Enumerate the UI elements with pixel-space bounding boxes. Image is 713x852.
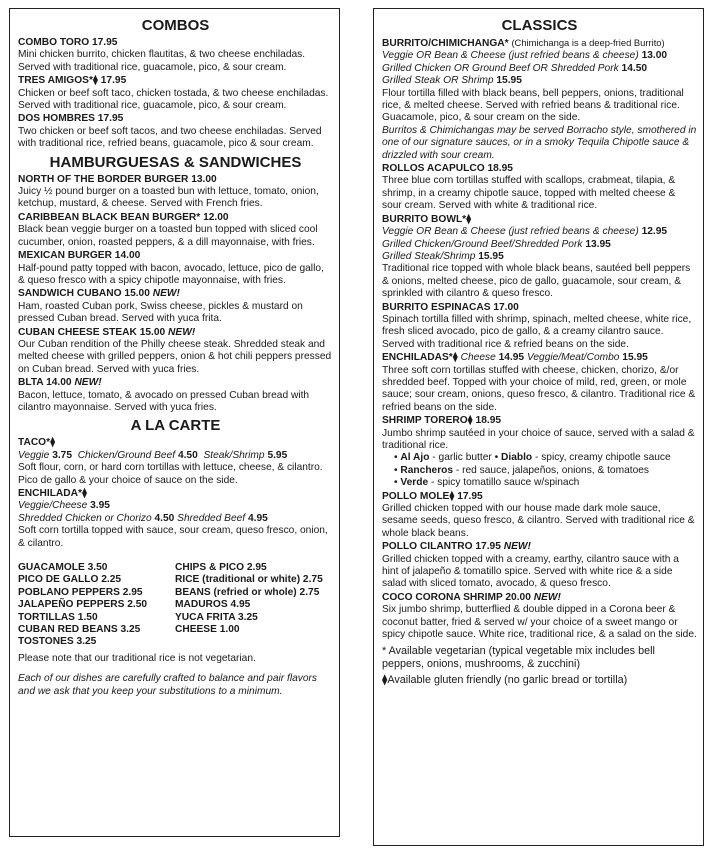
item-name-text: POLLO CILANTRO 17.95 [382,541,501,553]
combos-heading: COMBOS [141,17,210,34]
item-name: DOS HOMBRES 17.95 [18,113,124,125]
option-price: 15.95 [478,250,504,262]
option-label: Veggie OR Bean & Cheese (just refried beans & cheese) [382,226,639,238]
legend-vegetarian: * Available vegetarian (typical vegetable mix includes bell peppers, onions, mushrooms, & zucchini) [382,644,655,670]
sides-list [18,562,333,649]
option-label: Veggie/Cheese [18,500,88,512]
option-label: Veggie/Meat/Combo [526,352,620,364]
menu-item-coco-corona-shrimp [382,592,697,642]
option-label: Grilled Chicken OR Ground Beef OR Shredded Pork [382,62,619,74]
option-price: 3.95 [90,500,110,512]
side-item: MADUROS 4.95 [175,599,251,611]
item-name-text: CUBAN CHEESE STEAK 15.00 [18,326,166,338]
option-line [382,226,697,238]
side-item: BEANS (refried or whole) 2.75 [175,586,320,598]
item-name-text: BURRITO/CHIMICHANGA* [382,38,509,49]
item-description: Spinach tortilla filled with shrimp, spinach, melted cheese, white rice, fresh sliced avocado, pico de gallo, & a creamy cilantro sauce. Served with traditional rice & refried beans on the side. [382,313,692,350]
option-price: 4.95 [248,512,268,524]
item-name: POLLO MOLE⧫ 17.95 [382,490,483,502]
enchilada-option-1 [18,500,333,512]
item-description: Ham, roasted Cuban pork, Swiss cheese, pickles & mustard on pressed Cuban bread. Served with yuca frita. [18,300,303,325]
option-line [382,75,697,87]
option-line [382,63,697,75]
side-item: PICO DE GALLO 2.25 [18,574,122,586]
option-price: 3.75 [52,449,73,461]
item-description: Three blue corn tortillas stuffed with scallops, crabmeat, tilapia, & shrimp, in a creamy chipotle sauce, topped with melted cheese & sour cream. Served with white & traditional rice. [382,175,676,212]
item-description: Soft corn tortilla topped with sauce, sour cream, queso fresco, onion, & cilantro. [18,525,328,549]
sauce-name: Rancheros [400,464,454,476]
option-line [382,251,697,263]
sauce-name: Al Ajo [400,452,430,464]
new-badge: NEW! [74,377,102,389]
substitution-note: Each of our dishes are carefully crafted to balance and pair flavors and we ask that you keep your substitutions to a minimum. [18,673,317,697]
menu-item-combo-toro [18,37,333,74]
item-description: Grilled chicken topped with a creamy, earthy, cilantro sauce with a hint of jalapeño & tomatillo spice. Served with white rice & a side salad with sliced tomato, avocado, & queso fresco. [382,553,679,590]
option-line [382,239,697,251]
menu-item-blta [18,377,333,414]
sauce-name: Verde [400,477,429,489]
item-name: ENCHILADAS*⧫ [382,352,458,364]
side-item: CHIPS & PICO 2.95 [175,562,267,574]
menu-item-enchilada [18,488,333,550]
item-name: COMBO TORO 17.95 [18,37,118,48]
hamburguesas-heading: HAMBURGUESAS & SANDWICHES [49,153,302,171]
enchilada-option-2 [18,513,333,525]
item-name-line [382,352,697,364]
item-name-text: SANDWICH CUBANO 15.00 [18,288,150,300]
menu-item-tres-amigos [18,75,333,112]
side-item: RICE (traditional or white) 2.75 [175,574,323,586]
side-item: TOSTONES 3.25 [18,636,97,648]
classics-heading: CLASSICS [501,17,578,34]
option-price: 4.50 [177,449,198,461]
side-item: TORTILLAS 1.50 [18,611,98,623]
legend-gluten-friendly: ⧫Available gluten friendly (no garlic bread or tortilla) [382,673,628,686]
sauce-name: Diablo [501,452,533,464]
item-description: Soft flour, corn, or hard corn tortillas with lettuce, cheese, & cilantro. Pico de gallo & your choice of sauce on the side. [18,462,323,486]
item-description: Three soft corn tortillas stuffed with cheese, chicken, chorizo, &/or shredded beef. Topped with your choice of mild, red, green, or mole sauce; sour cream, onions, queso fresco, & cilantro. Traditional rice & refried beans on the side. [382,364,696,413]
option-price: 13.00 [641,50,668,62]
item-name: BURRITO BOWL*⧫ [382,213,472,225]
menu-item-pollo-cilantro [382,541,697,591]
menu-item-pollo-mole [382,491,697,541]
menu-item-north-border-burger [18,174,333,211]
right-menu-column [373,8,704,846]
sauce-option-row: • Rancheros - red sauce, jalapeños, onions, & tomatoes [394,464,650,476]
option-price: 15.95 [496,75,522,87]
item-description: Grilled chicken topped with our house made dark mole sauce, sesame seeds, queso fresco, & cilantro. Served with traditional rice & whole black beans. [382,503,695,539]
item-name: CARIBBEAN BLACK BEAN BURGER* 12.00 [18,211,229,223]
item-description: Two chicken or beef soft tacos, and two cheese enchiladas. Served with traditional rice, refried beans, guacamole, pico & sour cream. [18,125,322,150]
item-name: MEXICAN BURGER 14.00 [18,250,141,262]
side-item [175,636,333,648]
option-label: Veggie [18,449,50,461]
menu-item-sandwich-cubano [18,288,333,325]
menu-item-taco [18,437,333,487]
menu-item-rollos-acapulco [382,163,697,213]
option-line [382,50,697,62]
option-label: Grilled Chicken/Ground Beef/Shredded Pork [382,238,583,250]
sauce-option-row: • Verde - spicy tomatillo sauce w/spinach [394,477,580,489]
item-name: TACO*⧫ [18,437,56,449]
item-name: NORTH OF THE BORDER BURGER 13.00 [18,173,217,185]
item-name [382,37,697,50]
rice-note: Please note that our traditional rice is not vegetarian. [18,652,256,664]
item-description: Chicken or beef soft taco, chicken tostada, & two cheese enchiladas. Served with traditional rice, guacamole, pico, & sour cream. [18,87,329,112]
item-name-text: COCO CORONA SHRIMP 20.00 [382,591,531,603]
menu-item-mexican-burger [18,250,333,287]
new-badge: NEW! [152,288,180,300]
sauce-desc: - red sauce, jalapeños, onions, & tomatoes [453,464,650,476]
item-name [382,592,697,604]
option-label: Grilled Steak/Shrimp [382,250,476,262]
side-item: GUACAMOLE 3.50 [18,562,108,574]
item-name [18,377,333,389]
menu-item-burrito-chimichanga [382,37,697,162]
menu-item-caribbean-burger [18,212,333,249]
menu-item-enchiladas [382,352,697,414]
sauce-option-row: • Al Ajo - garlic butter • Diablo - spicy, creamy chipotle sauce [394,452,671,464]
item-name [18,327,333,339]
item-name: ROLLOS ACAPULCO 18.95 [382,163,513,175]
alacarte-heading: A LA CARTE [130,417,221,435]
item-name: TRES AMIGOS*⧫ 17.95 [18,75,127,87]
sauce-desc: - garlic butter [429,452,495,464]
side-item: CUBAN RED BEANS 3.25 [18,624,141,636]
menu-item-cuban-cheese-steak [18,327,333,377]
item-name-text: BLTA 14.00 [18,377,72,389]
menu-item-dos-hombres [18,113,333,150]
item-name: BURRITO ESPINACAS 17.00 [382,301,519,313]
item-description: Juicy ½ pound burger on a toasted bun with lettuce, tomato, onion, ketchup, mustard, & cheese. Served with French fries. [18,186,319,210]
item-description: Mini chicken burrito, chicken flautitas, & two cheese enchiladas. Served with traditional rice, guacamole, pico, & sour cream. [18,49,306,73]
item-description: Six jumbo shrimp, butterflied & double dipped in a Corona beer & coconut batter, fried & served w/ your choice of a sweet mango or spicy chipotle sauce. White rice, traditional rice, & a salad on the side. [382,604,697,641]
left-menu-column [9,8,340,837]
option-price: 14.50 [621,62,648,74]
item-name: ENCHILADA*⧫ [18,488,87,499]
new-badge: NEW! [503,541,531,553]
item-description: Bacon, lettuce, tomato, & avocado on pressed Cuban bread with cilantro mayonnaise. Served with yuca fries. [18,389,310,413]
sauce-desc: - spicy, creamy chipotle sauce [532,452,671,464]
new-badge: NEW! [168,326,196,338]
option-price: 12.95 [641,226,668,238]
option-price: 4.50 [154,512,175,524]
item-description: Black bean veggie burger on a toasted bun topped with sliced cool cucumber, onion, roasted peppers, & a dill mayonnaise, with fries. [18,224,318,248]
option-price: 5.95 [267,449,288,461]
option-price: 15.95 [622,352,648,364]
menu-item-burrito-bowl [382,214,697,301]
item-description: Flour tortilla filled with black beans, bell peppers, onions, traditional rice, & melted cheese. Served with refried beans & traditional rice. Guacamole, pico, & sour cream on the side. [382,87,684,124]
sauce-desc: - spicy tomatillo sauce w/spinach [428,477,580,489]
item-subtitle: (Chimichanga is a deep-fried Burrito) [511,37,665,48]
option-label: Shredded Beef [177,512,246,524]
new-badge: NEW! [533,591,561,603]
menu-item-shrimp-torero [382,415,697,489]
option-price: 14.95 [498,352,525,364]
side-item: YUCA FRITA 3.25 [175,611,258,623]
item-name [18,288,333,300]
option-label: Cheese [460,352,496,364]
option-label: Grilled Steak OR Shrimp [382,75,494,87]
item-description: Jumbo shrimp sautéed in your choice of sauce, served with a salad & traditional rice. [382,427,695,451]
item-name [382,541,697,553]
item-description: Traditional rice topped with whole black beans, sautéed bell peppers & onions, melted cheese, pico de gallo, guacamole, sour cream, & sprinkled with cilantro & queso fresco. [382,263,691,300]
menu-item-burrito-espinacas [382,302,697,352]
option-label: Chicken/Ground Beef [77,449,176,461]
option-price: 13.95 [585,238,611,250]
side-item: POBLANO PEPPERS 2.95 [18,586,143,598]
option-label: Steak/Shrimp [203,449,265,461]
item-note: Burritos & Chimichangas may be served Borracho style, smothered in one of our signature sauces, or in a smoky Tequila Chipotle sauce & drizzled with sour cream. [382,124,697,161]
taco-options [18,450,333,462]
side-item: JALAPEÑO PEPPERS 2.50 [18,599,148,611]
item-description: Our Cuban rendition of the Philly cheese steak. Shredded steak and melted cheese with grilled peppers, onion & hot chili peppers pressed on Cuban bread. Served with yuca fries. [18,338,332,375]
option-label: Shredded Chicken or Chorizo [18,512,152,524]
item-name: SHRIMP TORERO⧫ 18.95 [382,415,502,427]
item-description: Half-pound patty topped with bacon, avocado, lettuce, pico de gallo, & queso fresco with a spicy chipotle mayonnaise, with fries. [18,262,324,286]
side-item: CHEESE 1.00 [175,624,240,636]
option-label: Veggie OR Bean & Cheese (just refried beans & cheese) [382,50,639,62]
